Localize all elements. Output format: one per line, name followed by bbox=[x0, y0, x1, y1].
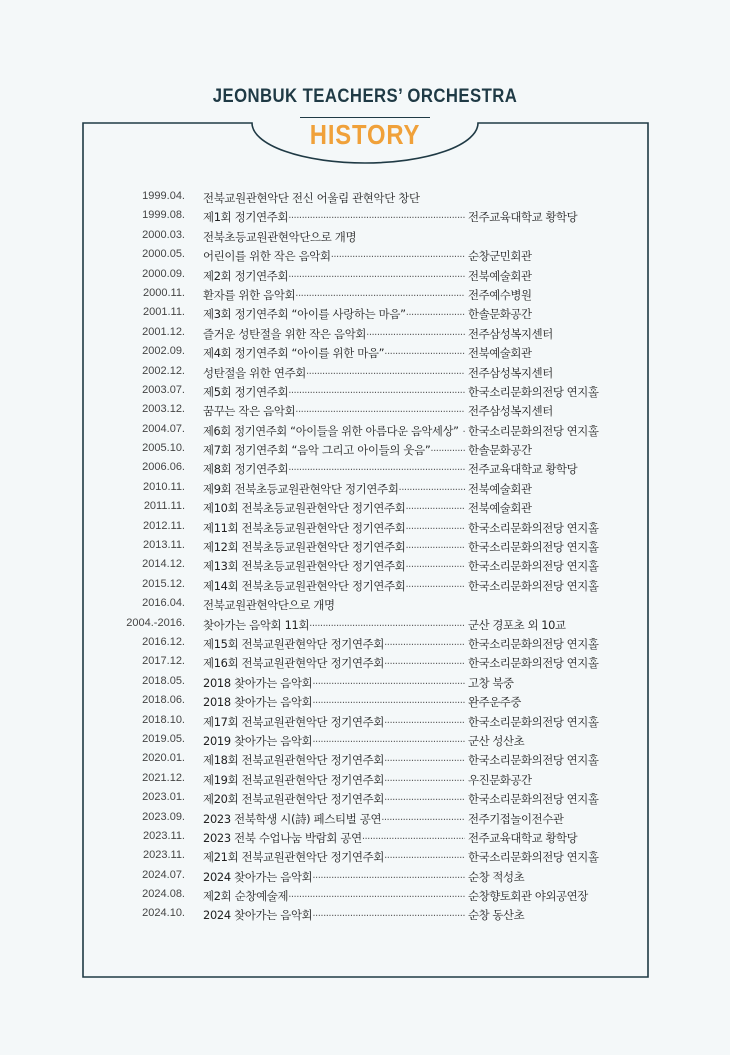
dot-leader bbox=[309, 617, 465, 633]
entry-leader bbox=[203, 461, 465, 477]
history-entry bbox=[0, 403, 730, 422]
entry-leader bbox=[203, 248, 465, 264]
dot-leader bbox=[384, 849, 465, 865]
dot-leader bbox=[306, 365, 465, 381]
dot-leader bbox=[288, 268, 465, 284]
orchestra-title: JEONBUK TEACHERS’ ORCHESTRA bbox=[212, 86, 518, 107]
entry-venue: 전주교육대학교 황학당 bbox=[468, 830, 578, 845]
history-list bbox=[0, 190, 730, 927]
dot-leader bbox=[331, 248, 465, 264]
entry-venue: 한국소리문화의전당 연지홀 bbox=[468, 753, 599, 768]
entry-leader bbox=[203, 326, 465, 342]
entry-date: 2018.10. bbox=[142, 713, 185, 726]
entry-venue: 한국소리문화의전당 연지홀 bbox=[468, 578, 599, 593]
entry-date: 2013.11. bbox=[142, 539, 185, 552]
entry-date: 1999.04. bbox=[142, 190, 185, 202]
history-entry bbox=[0, 520, 730, 539]
entry-date: 2016.12. bbox=[142, 635, 185, 648]
history-entry bbox=[0, 733, 730, 752]
history-entry bbox=[0, 345, 730, 364]
history-entry bbox=[0, 326, 730, 345]
entry-venue: 전주기접놀이전수관 bbox=[468, 811, 564, 826]
entry-venue: 순창 적성초 bbox=[468, 869, 525, 884]
entry-event: 제2회 순창예술제 bbox=[203, 889, 289, 904]
entry-event: 제12회 전북초등교원관현악단 정기연주회 bbox=[203, 540, 406, 555]
entry-leader bbox=[203, 811, 465, 827]
history-entry bbox=[0, 229, 730, 248]
entry-leader bbox=[203, 558, 465, 574]
entry-date: 2023.09. bbox=[142, 810, 185, 823]
entry-date: 2017.12. bbox=[142, 655, 185, 668]
entry-leader bbox=[203, 694, 465, 710]
history-entry bbox=[0, 849, 730, 868]
entry-date: 2000.03. bbox=[142, 228, 185, 241]
entry-event: 꿈꾸는 작은 음악회 bbox=[203, 404, 296, 419]
entry-venue: 완주운주중 bbox=[468, 695, 522, 710]
entry-leader bbox=[203, 423, 465, 439]
entry-event: 제21회 전북교원관현악단 정기연주회 bbox=[203, 850, 385, 865]
section-title: HISTORY bbox=[309, 119, 421, 150]
history-entry bbox=[0, 442, 730, 461]
dot-leader bbox=[384, 636, 465, 652]
entry-event: 2018 찾아가는 음악회 bbox=[203, 695, 313, 710]
entry-date: 2004.07. bbox=[142, 422, 185, 435]
entry-event: 2019 찾아가는 음악회 bbox=[203, 733, 313, 748]
entry-venue: 한국소리문화의전당 연지홀 bbox=[468, 384, 599, 399]
entry-leader bbox=[203, 403, 465, 419]
dot-leader bbox=[288, 888, 465, 904]
history-entry bbox=[0, 714, 730, 733]
history-entry bbox=[0, 578, 730, 597]
entry-event: 전북초등교원관현악단으로 개명 bbox=[203, 229, 357, 244]
history-entry bbox=[0, 636, 730, 655]
entry-leader bbox=[203, 888, 465, 904]
entry-venue: 고창 북중 bbox=[468, 675, 514, 690]
entry-venue: 한국소리문화의전당 연지홀 bbox=[468, 520, 599, 535]
entry-date: 2011.11. bbox=[143, 500, 185, 513]
dot-leader bbox=[384, 714, 465, 730]
dot-leader bbox=[384, 791, 465, 807]
entry-venue: 군산 경포초 외 10교 bbox=[468, 617, 566, 632]
history-entry bbox=[0, 384, 730, 403]
entry-leader bbox=[203, 675, 465, 691]
entry-leader bbox=[203, 520, 465, 536]
entry-leader bbox=[203, 384, 465, 400]
entry-venue: 전주삼성복지센터 bbox=[468, 365, 553, 380]
entry-event: 제15회 전북교원관현악단 정기연주회 bbox=[203, 636, 385, 651]
entry-leader bbox=[203, 365, 465, 381]
entry-date: 2021.12. bbox=[142, 771, 185, 784]
entry-date: 2016.04. bbox=[142, 597, 185, 610]
history-entry bbox=[0, 248, 730, 267]
entry-date: 2000.11. bbox=[142, 286, 185, 299]
entry-venue: 군산 성산초 bbox=[468, 733, 525, 748]
entry-date: 2018.06. bbox=[142, 694, 185, 707]
history-entry bbox=[0, 500, 730, 519]
entry-venue: 순창군민회관 bbox=[468, 249, 532, 264]
entry-event: 제11회 전북초등교원관현악단 정기연주회 bbox=[203, 520, 406, 535]
entry-event: 찾아가는 음악회 11회 bbox=[203, 617, 310, 632]
entry-event: 제18회 전북교원관현악단 정기연주회 bbox=[203, 753, 385, 768]
entry-date: 2001.11. bbox=[142, 306, 185, 319]
history-entry bbox=[0, 888, 730, 907]
history-entry bbox=[0, 694, 730, 713]
entry-event: 제13회 전북초등교원관현악단 정기연주회 bbox=[203, 559, 406, 574]
entry-leader bbox=[203, 500, 465, 516]
entry-venue: 한국소리문화의전당 연지홀 bbox=[468, 714, 599, 729]
dot-leader bbox=[399, 481, 465, 497]
entry-venue: 한국소리문화의전당 연지홀 bbox=[468, 850, 599, 865]
entry-venue: 한국소리문화의전당 연지홀 bbox=[468, 423, 599, 438]
entry-date: 2019.05. bbox=[142, 732, 185, 745]
entry-date: 2024.10. bbox=[142, 907, 185, 920]
entry-date: 2010.11. bbox=[142, 480, 185, 493]
history-entry bbox=[0, 869, 730, 888]
entry-date: 2015.12. bbox=[142, 577, 185, 590]
dot-leader bbox=[288, 384, 465, 400]
entry-date: 2005.10. bbox=[142, 442, 185, 455]
entry-venue: 한솔문화공간 bbox=[468, 307, 532, 322]
dot-leader bbox=[362, 830, 465, 846]
entry-event: 제4회 정기연주회 “아이를 위한 마음” bbox=[203, 346, 385, 361]
entry-date: 2012.11. bbox=[142, 519, 185, 532]
entry-venue: 전주예수병원 bbox=[468, 287, 532, 302]
dot-leader bbox=[295, 403, 465, 419]
entry-event: 2024 찾아가는 음악회 bbox=[203, 908, 313, 923]
entry-leader bbox=[203, 287, 465, 303]
history-entry bbox=[0, 209, 730, 228]
dot-leader bbox=[406, 539, 466, 555]
entry-venue: 한국소리문화의전당 연지홀 bbox=[468, 656, 599, 671]
dot-leader bbox=[430, 442, 465, 458]
entry-event: 성탄절을 위한 연주회 bbox=[203, 365, 306, 380]
history-entry bbox=[0, 365, 730, 384]
entry-leader bbox=[203, 636, 465, 652]
entry-event: 제7회 정기연주회 “음악 그리고 아이들의 웃음” bbox=[203, 443, 431, 458]
entry-leader bbox=[203, 190, 623, 206]
entry-leader bbox=[203, 849, 465, 865]
entry-venue: 순창 동산초 bbox=[468, 908, 525, 923]
entry-event: 제16회 전북교원관현악단 정기연주회 bbox=[203, 656, 385, 671]
entry-event: 제9회 전북초등교원관현악단 정기연주회 bbox=[203, 481, 399, 496]
history-entry bbox=[0, 190, 730, 209]
dot-leader bbox=[381, 811, 465, 827]
history-entry bbox=[0, 811, 730, 830]
entry-date: 2000.05. bbox=[142, 248, 185, 261]
entry-event: 제17회 전북교원관현악단 정기연주회 bbox=[203, 714, 385, 729]
history-entry bbox=[0, 287, 730, 306]
entry-event: 2023 전북 수업나눔 박람회 공연 bbox=[203, 830, 362, 845]
history-entry bbox=[0, 830, 730, 849]
entry-venue: 전북예술회관 bbox=[468, 346, 532, 361]
entry-date: 2018.05. bbox=[142, 674, 185, 687]
entry-venue: 순창향토회관 야외공연장 bbox=[468, 889, 588, 904]
dot-leader bbox=[288, 209, 465, 225]
entry-leader bbox=[203, 209, 465, 225]
dot-leader bbox=[406, 520, 466, 536]
entry-date: 2003.12. bbox=[142, 403, 185, 416]
entry-date: 2023.01. bbox=[142, 791, 185, 804]
dot-leader bbox=[406, 500, 466, 516]
entry-event: 제20회 전북교원관현악단 정기연주회 bbox=[203, 792, 385, 807]
history-entry bbox=[0, 481, 730, 500]
entry-leader bbox=[203, 869, 465, 885]
entry-leader bbox=[203, 752, 465, 768]
dot-leader bbox=[312, 733, 465, 749]
entry-date: 2024.07. bbox=[142, 868, 185, 881]
dot-leader bbox=[406, 558, 466, 574]
dot-leader bbox=[384, 772, 465, 788]
entry-venue: 전북예술회관 bbox=[468, 501, 532, 516]
dot-leader bbox=[384, 345, 465, 361]
dot-leader bbox=[312, 869, 465, 885]
entry-date: 2003.07. bbox=[142, 383, 185, 396]
entry-event: 제14회 전북초등교원관현악단 정기연주회 bbox=[203, 578, 406, 593]
entry-venue: 한국소리문화의전당 연지홀 bbox=[468, 636, 599, 651]
entry-leader bbox=[203, 617, 465, 633]
entry-date: 2004.-2016. bbox=[126, 616, 185, 629]
entry-event: 즐거운 성탄절을 위한 작은 음악회 bbox=[203, 326, 367, 341]
entry-date: 2024.08. bbox=[142, 888, 185, 901]
dot-leader bbox=[312, 694, 465, 710]
history-entry bbox=[0, 423, 730, 442]
entry-leader bbox=[203, 306, 465, 322]
entry-date: 2014.12. bbox=[142, 558, 185, 571]
history-entry bbox=[0, 752, 730, 771]
entry-leader bbox=[203, 268, 465, 284]
entry-venue: 전북예술회관 bbox=[468, 268, 532, 283]
entry-date: 2020.01. bbox=[142, 752, 185, 765]
entry-event: 전북교원관현악단으로 개명 bbox=[203, 598, 335, 613]
entry-leader bbox=[203, 229, 623, 245]
entry-date: 2006.06. bbox=[142, 461, 185, 474]
entry-date: 2023.11. bbox=[142, 849, 185, 862]
history-entry bbox=[0, 539, 730, 558]
entry-venue: 전주교육대학교 황학당 bbox=[468, 210, 578, 225]
dot-leader bbox=[312, 675, 465, 691]
entry-event: 환자를 위한 음악회 bbox=[203, 287, 296, 302]
entry-leader bbox=[203, 830, 465, 846]
entry-date: 2002.12. bbox=[142, 364, 185, 377]
entry-venue: 우진문화공간 bbox=[468, 772, 532, 787]
history-entry bbox=[0, 558, 730, 577]
dot-leader bbox=[384, 655, 465, 671]
entry-event: 제5회 정기연주회 bbox=[203, 384, 289, 399]
entry-leader bbox=[203, 597, 623, 613]
entry-event: 제2회 정기연주회 bbox=[203, 268, 289, 283]
entry-leader bbox=[203, 345, 465, 361]
dot-leader bbox=[288, 461, 465, 477]
history-entry bbox=[0, 597, 730, 616]
entry-leader bbox=[203, 714, 465, 730]
dot-leader bbox=[366, 326, 465, 342]
entry-date: 2001.12. bbox=[142, 325, 185, 338]
entry-event: 제10회 전북초등교원관현악단 정기연주회 bbox=[203, 501, 406, 516]
entry-event: 제3회 정기연주회 “아이를 사랑하는 마음” bbox=[203, 307, 406, 322]
entry-leader bbox=[203, 791, 465, 807]
history-entry bbox=[0, 306, 730, 325]
dot-leader bbox=[384, 752, 465, 768]
dot-leader bbox=[295, 287, 465, 303]
entry-leader bbox=[203, 442, 465, 458]
entry-venue: 한국소리문화의전당 연지홀 bbox=[468, 792, 599, 807]
entry-event: 제6회 정기연주회 “아이들을 위한 아름다운 음악세상” bbox=[203, 423, 459, 438]
history-entry bbox=[0, 907, 730, 926]
entry-leader bbox=[203, 578, 465, 594]
entry-date: 2000.09. bbox=[142, 267, 185, 280]
entry-venue: 전주삼성복지센터 bbox=[468, 404, 553, 419]
entry-leader bbox=[203, 907, 465, 923]
entry-leader bbox=[203, 733, 465, 749]
history-entry bbox=[0, 617, 730, 636]
dot-leader bbox=[406, 578, 466, 594]
entry-date: 1999.08. bbox=[142, 209, 185, 222]
entry-date: 2002.09. bbox=[142, 345, 185, 358]
entry-event: 제1회 정기연주회 bbox=[203, 210, 289, 225]
history-entry bbox=[0, 461, 730, 480]
entry-leader bbox=[203, 772, 465, 788]
dot-leader bbox=[312, 907, 465, 923]
entry-venue: 전주교육대학교 황학당 bbox=[468, 462, 578, 477]
entry-event: 2024 찾아가는 음악회 bbox=[203, 869, 313, 884]
entry-event: 제19회 전북교원관현악단 정기연주회 bbox=[203, 772, 385, 787]
entry-venue: 전북예술회관 bbox=[468, 481, 532, 496]
entry-event: 제8회 정기연주회 bbox=[203, 462, 289, 477]
entry-leader bbox=[203, 655, 465, 671]
entry-event: 어린이를 위한 작은 음악회 bbox=[203, 249, 331, 264]
entry-event: 2018 찾아가는 음악회 bbox=[203, 675, 313, 690]
history-entry bbox=[0, 675, 730, 694]
entry-leader bbox=[203, 481, 465, 497]
entry-venue: 한솔문화공간 bbox=[468, 443, 532, 458]
dot-leader bbox=[406, 306, 465, 322]
entry-date: 2023.11. bbox=[142, 829, 185, 842]
dot-leader bbox=[463, 423, 465, 439]
history-entry bbox=[0, 772, 730, 791]
entry-event: 전북교원관현악단 전신 어울림 관현악단 창단 bbox=[203, 191, 420, 205]
entry-event: 2023 전북학생 시(詩) 페스티벌 공연 bbox=[203, 811, 382, 826]
entry-venue: 한국소리문화의전당 연지홀 bbox=[468, 559, 599, 574]
entry-leader bbox=[203, 539, 465, 555]
history-entry bbox=[0, 791, 730, 810]
entry-venue: 한국소리문화의전당 연지홀 bbox=[468, 540, 599, 555]
entry-venue: 전주삼성복지센터 bbox=[468, 326, 553, 341]
history-entry bbox=[0, 268, 730, 287]
history-entry bbox=[0, 655, 730, 674]
